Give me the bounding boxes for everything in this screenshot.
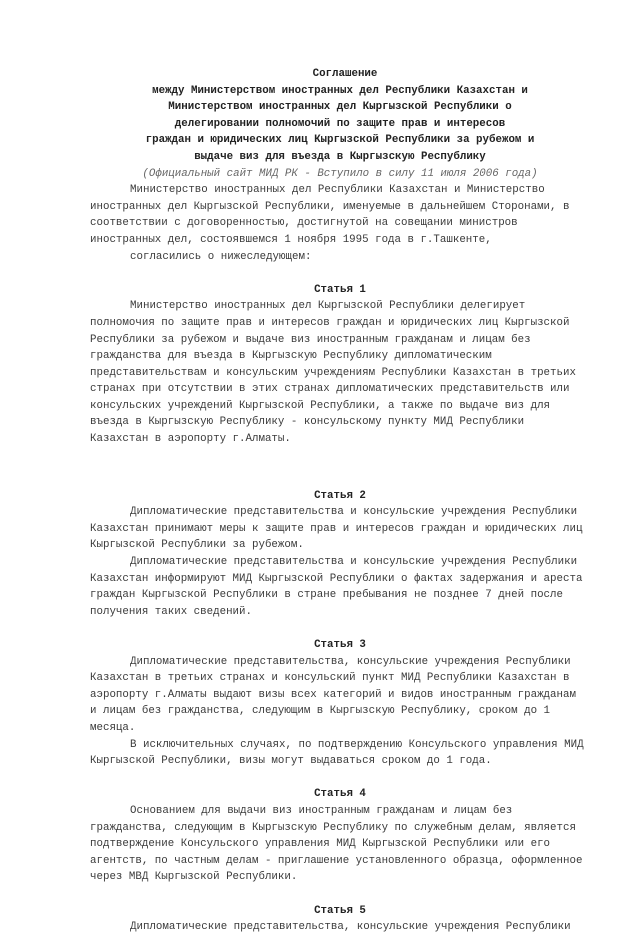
text-line: Дипломатические представительства, консульские учреждения Республики (130, 921, 571, 934)
text-line: гражданства, следующим в Кыргызскую Республику по служебным делам, является (90, 821, 576, 834)
article-heading: Статья 5 (314, 904, 366, 917)
text-line: Дипломатические представительства, консульские учреждения Республики (130, 655, 571, 668)
text-line: и лицам без гражданства, следующим в Кыргызскую Республику, сроком до 1 (90, 705, 551, 718)
article-section (90, 903, 590, 936)
text-line: иностранных дел, состоявшемся 1 ноября 1995 года в г.Ташкенте, (90, 233, 492, 246)
text-line: Республики за рубежом и выдаче виз иностранным гражданам и лицам без (90, 333, 531, 346)
text-line: странах при отсутствии в этих странах дипломатических представительств или (90, 383, 570, 396)
title-line: Соглашение (312, 68, 378, 80)
text-line: подтверждение Консульского управления МИД Кыргызской Республики или его (90, 838, 551, 851)
text-line: Казахстан в третьих странах и консульский пункт МИД Республики Казахстан в (90, 672, 570, 685)
text-line: Кыргызской Республики, визы могут выдаваться сроком до 1 года. (90, 755, 492, 768)
text-line: Казахстан принимают меры к защите прав и интересов граждан и юридических лиц (90, 522, 583, 535)
article-section (90, 786, 590, 886)
article-heading: Статья 4 (314, 788, 366, 801)
source-note: (Официальный сайт МИД РК - Вступило в силу 11 июля 2006 года) (142, 167, 538, 180)
text-line: получения таких сведений. (90, 605, 252, 618)
text-line: соответствии с договоренностью, достигнутой на совещании министров (90, 217, 518, 230)
text-line: Министерство иностранных дел Кыргызской Республики делегирует (130, 300, 526, 313)
text-line: согласились о нижеследующем: (130, 250, 312, 263)
title-line: Министерством иностранных дел Кыргызской Республики о (168, 101, 512, 114)
text-line: Казахстан информируют МИД Кыргызской Республики о фактах задержания и ареста (90, 572, 583, 585)
text-line: Кыргызской Республики за рубежом. (90, 539, 304, 552)
paragraph (90, 654, 590, 737)
paragraph (90, 737, 590, 770)
article-section (90, 282, 590, 448)
title-line: между Министерством иностранных дел Республики Казахстан и (152, 84, 528, 97)
text-line: иностранных дел Кыргызской Республики, именуемые в дальнейшем Сторонами, в (90, 200, 570, 213)
document-page (90, 66, 590, 936)
article-section (90, 488, 590, 621)
document-title (90, 66, 590, 166)
text-line: граждан Кыргызской Республики в стране пребывания не позднее 7 дней после (90, 589, 563, 602)
text-line: полномочия по защите прав и интересов граждан и юридических лиц Кыргызской (90, 316, 570, 329)
text-line: представительствам и консульским учреждениям Республики Казахстан в третьих (90, 366, 576, 379)
text-line: В исключительных случаях, по подтверждению Консульского управления МИД (130, 738, 584, 751)
text-line: гражданства для въезда в Кыргызскую Республику дипломатическим (90, 350, 492, 363)
paragraph (90, 554, 590, 620)
text-line: через МВД Кыргызской Республики. (90, 871, 298, 884)
title-line: выдаче виз для въезда в Кыргызскую Республику (194, 150, 486, 163)
text-line: консульских учреждений Кыргызской Республики, а также по выдаче виз для (90, 399, 551, 412)
text-line: аэропорту г.Алматы выдают визы всех категорий и видов иностранным гражданам (90, 688, 576, 701)
title-line: делегировании полномочий по защите прав и интересов (174, 117, 506, 130)
text-line: Казахстан в аэропорту г.Алматы. (90, 433, 291, 446)
text-line: въезда в Кыргызскую Республику - консульскому пункту МИД Республики (90, 416, 525, 429)
text-line: месяца. (90, 721, 136, 734)
paragraph (90, 504, 590, 554)
preamble (90, 182, 590, 265)
text-line: Основанием для выдачи виз иностранным гражданам и лицам без (130, 804, 513, 817)
paragraph (90, 298, 590, 447)
paragraph (90, 803, 590, 886)
article-heading: Статья 1 (314, 283, 366, 296)
article-section (90, 637, 590, 770)
text-line: Министерство иностранных дел Республики Казахстан и Министерство (130, 184, 545, 197)
article-heading: Статья 3 (314, 639, 366, 651)
paragraph (90, 919, 590, 936)
text-line: Дипломатические представительства и консульские учреждения Республики (130, 506, 578, 519)
text-line: агентств, по частным делам - приглашение установленного образца, оформленное (90, 854, 583, 867)
title-line: граждан и юридических лиц Кыргызской Республики за рубежом и (145, 134, 535, 147)
article-heading: Статья 2 (314, 489, 366, 502)
text-line: Дипломатические представительства и консульские учреждения Республики (130, 556, 578, 569)
